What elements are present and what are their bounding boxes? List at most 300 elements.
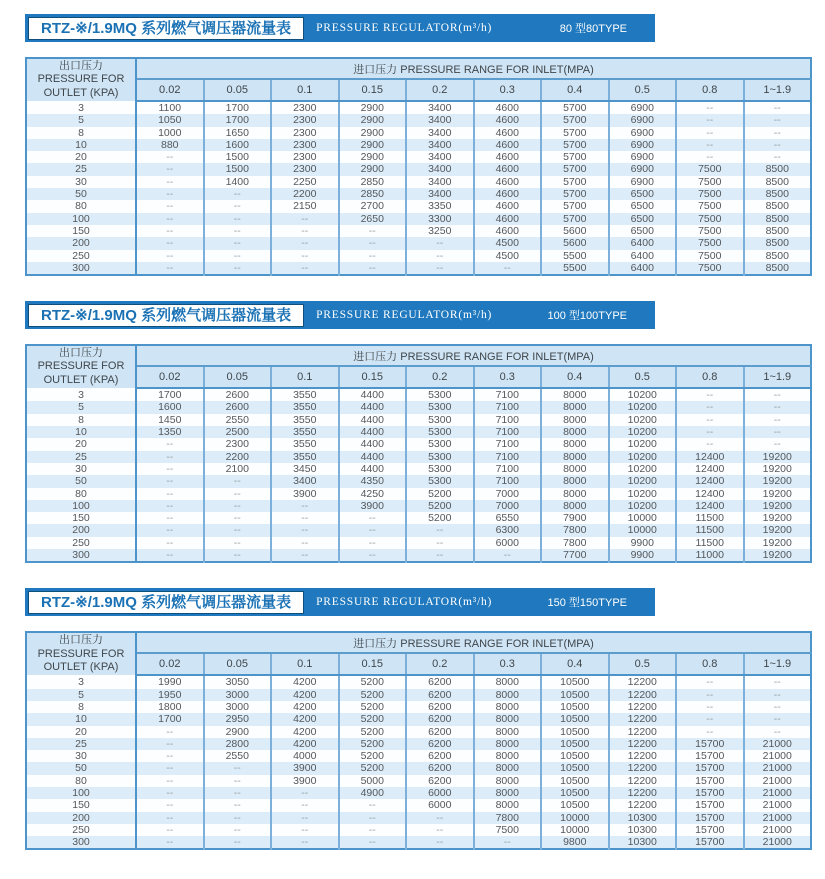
flow-value-cell: 5700: [541, 139, 609, 151]
pressure-regulator-label: PRESSURE REGULATOR(m³/h): [316, 22, 493, 34]
outlet-pressure-cell: 300: [26, 836, 136, 849]
flow-value-cell: --: [676, 426, 744, 438]
outlet-pressure-cell: 300: [26, 262, 136, 275]
flow-value-cell: 6900: [609, 127, 677, 139]
outlet-pressure-cell: 150: [26, 225, 136, 237]
flow-value-cell: --: [676, 713, 744, 725]
flow-value-cell: 12200: [609, 726, 677, 738]
flow-value-cell: 12200: [609, 713, 677, 725]
flow-value-cell: 4200: [271, 675, 339, 688]
flow-value-cell: --: [339, 824, 407, 836]
outlet-pressure-cell: 10: [26, 713, 136, 725]
flow-value-cell: --: [744, 701, 812, 713]
table-row: [26, 114, 811, 126]
table-row: [26, 713, 811, 725]
inlet-pressure-column-header: 0.2: [406, 79, 474, 101]
flow-value-cell: --: [136, 750, 204, 762]
outlet-header-line-en1: PRESSURE FOR: [37, 73, 125, 86]
flow-value-cell: 1000: [136, 127, 204, 139]
inlet-pressure-range-header: 进口压力 PRESSURE RANGE FOR INLET(MPA): [136, 58, 811, 79]
flow-value-cell: 10500: [541, 738, 609, 750]
flow-value-cell: 4250: [339, 488, 407, 500]
flow-value-cell: 12400: [676, 463, 744, 475]
flow-value-cell: 12200: [609, 675, 677, 688]
flow-value-cell: --: [339, 799, 407, 811]
flow-value-cell: 19200: [744, 549, 812, 562]
outlet-pressure-cell: 150: [26, 799, 136, 811]
flow-value-cell: 3550: [271, 451, 339, 463]
flow-value-cell: 3400: [406, 188, 474, 200]
table-row: [26, 262, 811, 275]
outlet-pressure-cell: 20: [26, 151, 136, 163]
table-row: [26, 225, 811, 237]
flow-value-cell: 15700: [676, 824, 744, 836]
flow-value-cell: 21000: [744, 812, 812, 824]
flow-value-cell: --: [271, 824, 339, 836]
flow-value-cell: 10500: [541, 726, 609, 738]
flow-value-cell: 8000: [474, 675, 542, 688]
flow-value-cell: 3550: [271, 414, 339, 426]
flow-value-cell: --: [136, 549, 204, 562]
table-row: [26, 836, 811, 849]
flow-value-cell: 2800: [204, 738, 272, 750]
flow-value-cell: --: [271, 537, 339, 549]
inlet-pressure-column-header: 0.15: [339, 653, 407, 675]
header-row-top: [26, 632, 811, 653]
flow-value-cell: --: [136, 200, 204, 212]
flow-value-cell: 12200: [609, 750, 677, 762]
series-title: RTZ-※/1.9MQ 系列燃气调压器流量表: [28, 304, 304, 327]
flow-value-cell: 10000: [541, 812, 609, 824]
flow-value-cell: 10200: [609, 438, 677, 450]
flow-value-cell: 10200: [609, 388, 677, 401]
outlet-pressure-cell: 50: [26, 188, 136, 200]
flow-value-cell: 2300: [271, 139, 339, 151]
flow-value-cell: 21000: [744, 799, 812, 811]
flow-value-cell: 11000: [676, 549, 744, 562]
flow-value-cell: 5500: [541, 250, 609, 262]
flow-value-cell: 7100: [474, 475, 542, 487]
inlet-pressure-column-header: 0.1: [271, 653, 339, 675]
inlet-pressure-column-header: 0.8: [676, 366, 744, 388]
flow-value-cell: 5700: [541, 151, 609, 163]
flow-value-cell: --: [744, 689, 812, 701]
flow-value-cell: --: [339, 549, 407, 562]
flow-value-cell: 10500: [541, 713, 609, 725]
flow-value-cell: --: [271, 512, 339, 524]
flow-value-cell: --: [136, 512, 204, 524]
flow-value-cell: 8000: [541, 488, 609, 500]
type-label: 150 型150TYPE: [547, 597, 627, 610]
flow-value-cell: 6200: [406, 738, 474, 750]
flow-value-cell: 8000: [541, 426, 609, 438]
flow-value-cell: 880: [136, 139, 204, 151]
flow-value-cell: 6900: [609, 176, 677, 188]
table-row: [26, 775, 811, 787]
flow-value-cell: --: [136, 463, 204, 475]
flow-value-cell: --: [136, 537, 204, 549]
flow-value-cell: --: [136, 738, 204, 750]
flow-value-cell: 4200: [271, 713, 339, 725]
outlet-pressure-cell: 150: [26, 512, 136, 524]
inlet-pressure-column-header: 1~1.9: [744, 79, 812, 101]
outlet-pressure-cell: 5: [26, 401, 136, 413]
flow-value-cell: --: [676, 701, 744, 713]
table-row: [26, 726, 811, 738]
flow-value-cell: 7800: [541, 537, 609, 549]
flow-value-cell: 1650: [204, 127, 272, 139]
flow-value-cell: 3550: [271, 388, 339, 401]
flow-value-cell: 3400: [406, 114, 474, 126]
outlet-pressure-cell: 10: [26, 139, 136, 151]
flow-value-cell: 8000: [541, 388, 609, 401]
table-row: [26, 463, 811, 475]
flow-value-cell: 8000: [474, 713, 542, 725]
table-row: [26, 426, 811, 438]
inlet-pressure-column-header: 0.3: [474, 79, 542, 101]
outlet-header-line-cn: 出口压力: [59, 59, 103, 72]
flow-value-cell: 19200: [744, 524, 812, 536]
flow-value-cell: 6900: [609, 151, 677, 163]
flow-value-cell: 3900: [339, 500, 407, 512]
flow-value-cell: 2500: [204, 426, 272, 438]
outlet-pressure-cell: 25: [26, 451, 136, 463]
flow-value-cell: 21000: [744, 738, 812, 750]
flow-value-cell: 6000: [406, 799, 474, 811]
flow-value-cell: 6200: [406, 750, 474, 762]
flow-value-cell: 7900: [541, 512, 609, 524]
flow-value-cell: --: [136, 188, 204, 200]
flow-value-cell: 10300: [609, 812, 677, 824]
flow-value-cell: 2900: [204, 726, 272, 738]
flow-value-cell: 6200: [406, 775, 474, 787]
flow-value-cell: 1400: [204, 176, 272, 188]
flow-value-cell: 4200: [271, 726, 339, 738]
outlet-pressure-cell: 250: [26, 537, 136, 549]
flow-value-cell: --: [744, 127, 812, 139]
outlet-pressure-cell: 50: [26, 475, 136, 487]
flow-value-cell: 3400: [406, 101, 474, 114]
flow-value-cell: --: [339, 524, 407, 536]
flow-value-cell: 2900: [339, 139, 407, 151]
flow-value-cell: 15700: [676, 738, 744, 750]
flow-value-cell: 2250: [271, 176, 339, 188]
flow-value-cell: 3900: [271, 762, 339, 774]
flow-value-cell: 6400: [609, 262, 677, 275]
flow-value-cell: --: [136, 762, 204, 774]
outlet-pressure-cell: 100: [26, 500, 136, 512]
flow-value-cell: --: [339, 237, 407, 249]
flow-value-cell: 15700: [676, 775, 744, 787]
flow-value-cell: --: [136, 475, 204, 487]
inlet-pressure-column-header: 0.2: [406, 366, 474, 388]
flow-value-cell: --: [744, 388, 812, 401]
flow-value-cell: 9800: [541, 836, 609, 849]
flow-value-cell: --: [271, 549, 339, 562]
flow-value-cell: 5300: [406, 451, 474, 463]
flow-value-cell: 4400: [339, 414, 407, 426]
flow-value-cell: 12200: [609, 787, 677, 799]
table-row: [26, 139, 811, 151]
inlet-pressure-column-header: 0.1: [271, 366, 339, 388]
table-row: [26, 163, 811, 175]
flow-value-cell: 6200: [406, 675, 474, 688]
flow-value-cell: 5300: [406, 475, 474, 487]
flow-value-cell: 4350: [339, 475, 407, 487]
outlet-header-line-en2: OUTLET (KPA): [43, 373, 119, 386]
flow-value-cell: --: [744, 101, 812, 114]
table-row: [26, 512, 811, 524]
flow-value-cell: --: [676, 689, 744, 701]
outlet-header-line-en2: OUTLET (KPA): [43, 86, 119, 99]
flow-value-cell: 4500: [474, 237, 542, 249]
flow-value-cell: 4200: [271, 701, 339, 713]
inlet-pressure-column-header: 0.1: [271, 79, 339, 101]
flow-value-cell: 7500: [676, 250, 744, 262]
flow-value-cell: 6500: [609, 213, 677, 225]
flow-value-cell: 4400: [339, 401, 407, 413]
flow-value-cell: --: [339, 262, 407, 275]
flow-value-cell: 3000: [204, 701, 272, 713]
flow-value-cell: 2100: [204, 463, 272, 475]
flow-value-cell: 6400: [609, 250, 677, 262]
flow-value-cell: 4600: [474, 163, 542, 175]
flow-value-cell: 7500: [676, 188, 744, 200]
flow-value-cell: 4600: [474, 213, 542, 225]
flow-value-cell: 5300: [406, 401, 474, 413]
flow-value-cell: 1700: [204, 114, 272, 126]
inlet-pressure-column-header: 0.15: [339, 366, 407, 388]
outlet-pressure-cell: 3: [26, 101, 136, 114]
series-title: RTZ-※/1.9MQ 系列燃气调压器流量表: [28, 591, 304, 614]
flow-value-cell: 1600: [204, 139, 272, 151]
flow-value-cell: --: [676, 101, 744, 114]
flow-value-cell: --: [744, 675, 812, 688]
regulator-flow-section: [25, 588, 812, 850]
outlet-pressure-cell: 30: [26, 463, 136, 475]
outlet-pressure-cell: 300: [26, 549, 136, 562]
type-label: 100 型100TYPE: [547, 310, 627, 323]
flow-value-cell: --: [271, 836, 339, 849]
inlet-pressure-column-header: 0.4: [541, 366, 609, 388]
flow-value-cell: 4400: [339, 388, 407, 401]
flow-value-cell: --: [676, 388, 744, 401]
flow-value-cell: 8500: [744, 176, 812, 188]
flow-value-cell: 3400: [406, 127, 474, 139]
table-row: [26, 451, 811, 463]
section-header-bar: [25, 14, 655, 42]
outlet-pressure-cell: 20: [26, 438, 136, 450]
type-label: 80 型80TYPE: [559, 23, 627, 35]
flow-value-cell: 8000: [541, 463, 609, 475]
flow-value-cell: --: [339, 537, 407, 549]
flow-value-cell: 8500: [744, 250, 812, 262]
flow-value-cell: 15700: [676, 799, 744, 811]
flow-value-cell: 21000: [744, 775, 812, 787]
outlet-header-line-cn: 出口压力: [59, 346, 103, 359]
flow-value-cell: --: [676, 675, 744, 688]
outlet-pressure-cell: 80: [26, 200, 136, 212]
flow-value-cell: 4600: [474, 127, 542, 139]
flow-value-cell: 19200: [744, 463, 812, 475]
flow-value-cell: 5700: [541, 213, 609, 225]
inlet-pressure-column-header: 0.5: [609, 366, 677, 388]
table-row: [26, 438, 811, 450]
flow-value-cell: 5000: [339, 775, 407, 787]
flow-value-cell: 6900: [609, 114, 677, 126]
inlet-pressure-column-header: 0.05: [204, 653, 272, 675]
flow-value-cell: 2900: [339, 163, 407, 175]
flow-value-cell: 6200: [406, 726, 474, 738]
flow-value-cell: 6000: [406, 787, 474, 799]
flow-value-cell: 8000: [474, 762, 542, 774]
flow-value-cell: --: [136, 836, 204, 849]
flow-value-cell: 1800: [136, 701, 204, 713]
flow-value-cell: 2650: [339, 213, 407, 225]
flow-value-cell: 21000: [744, 787, 812, 799]
flow-value-cell: 7000: [474, 500, 542, 512]
flow-value-cell: 2900: [339, 114, 407, 126]
flow-value-cell: 2600: [204, 388, 272, 401]
flow-value-cell: --: [136, 812, 204, 824]
flow-value-cell: 8000: [541, 414, 609, 426]
flow-value-cell: 6000: [474, 537, 542, 549]
flow-value-cell: 11500: [676, 537, 744, 549]
outlet-pressure-cell: 8: [26, 701, 136, 713]
flow-value-cell: 4400: [339, 463, 407, 475]
flow-value-cell: --: [474, 549, 542, 562]
outlet-pressure-cell: 250: [26, 250, 136, 262]
flow-value-cell: 8500: [744, 262, 812, 275]
flow-value-cell: 3250: [406, 225, 474, 237]
flow-value-cell: 7700: [541, 549, 609, 562]
flow-value-cell: 4200: [271, 738, 339, 750]
flow-value-cell: 12400: [676, 488, 744, 500]
flow-value-cell: 10500: [541, 787, 609, 799]
flow-value-cell: 6200: [406, 689, 474, 701]
flow-value-cell: --: [744, 151, 812, 163]
inlet-pressure-column-header: 0.8: [676, 79, 744, 101]
flow-value-cell: --: [406, 524, 474, 536]
inlet-pressure-column-header: 0.02: [136, 366, 204, 388]
flow-value-cell: 1350: [136, 426, 204, 438]
flow-value-cell: 1450: [136, 414, 204, 426]
table-row: [26, 701, 811, 713]
table-row: [26, 488, 811, 500]
flow-value-cell: 5200: [406, 488, 474, 500]
flow-value-cell: 4600: [474, 139, 542, 151]
flow-value-cell: --: [744, 401, 812, 413]
flow-value-cell: 1100: [136, 101, 204, 114]
table-row: [26, 127, 811, 139]
flow-value-cell: 8500: [744, 225, 812, 237]
flow-value-cell: 4200: [271, 689, 339, 701]
flow-value-cell: 6300: [474, 524, 542, 536]
flow-value-cell: 12200: [609, 701, 677, 713]
flow-value-cell: 8000: [474, 701, 542, 713]
flow-value-cell: --: [204, 250, 272, 262]
flow-value-cell: 19200: [744, 451, 812, 463]
flow-value-cell: --: [676, 151, 744, 163]
table-row: [26, 250, 811, 262]
flow-value-cell: 10000: [609, 512, 677, 524]
flow-value-cell: 2900: [339, 127, 407, 139]
flow-value-cell: 1700: [204, 101, 272, 114]
flow-value-cell: 4600: [474, 151, 542, 163]
header-row-inlet-values: [26, 366, 811, 388]
flow-value-cell: 10200: [609, 426, 677, 438]
flow-value-cell: --: [204, 549, 272, 562]
flow-value-cell: 4400: [339, 426, 407, 438]
flow-value-cell: 21000: [744, 836, 812, 849]
flow-value-cell: 8500: [744, 163, 812, 175]
flow-value-cell: 3550: [271, 401, 339, 413]
flow-value-cell: 7100: [474, 426, 542, 438]
table-row: [26, 549, 811, 562]
flow-value-cell: 10500: [541, 675, 609, 688]
flow-value-cell: --: [136, 488, 204, 500]
flow-value-cell: 10000: [541, 824, 609, 836]
outlet-pressure-cell: 250: [26, 824, 136, 836]
flow-value-cell: 3400: [406, 151, 474, 163]
flow-value-cell: 12200: [609, 689, 677, 701]
inlet-pressure-column-header: 0.5: [609, 653, 677, 675]
inlet-pressure-column-header: 1~1.9: [744, 653, 812, 675]
inlet-pressure-column-header: 0.15: [339, 79, 407, 101]
flow-value-cell: 8000: [474, 738, 542, 750]
flow-value-cell: --: [204, 237, 272, 249]
section-header-bar: [25, 588, 655, 616]
inlet-pressure-range-header: 进口压力 PRESSURE RANGE FOR INLET(MPA): [136, 632, 811, 653]
flow-value-cell: 4600: [474, 101, 542, 114]
flow-value-cell: 15700: [676, 836, 744, 849]
flow-value-cell: 6400: [609, 237, 677, 249]
flow-value-cell: 7500: [676, 237, 744, 249]
flow-value-cell: 8000: [541, 438, 609, 450]
flow-value-cell: 7100: [474, 388, 542, 401]
flow-value-cell: 3900: [271, 488, 339, 500]
flow-value-cell: 8000: [541, 451, 609, 463]
flow-value-cell: 4600: [474, 188, 542, 200]
flow-value-cell: 12200: [609, 762, 677, 774]
flow-value-cell: --: [204, 762, 272, 774]
flow-table: [25, 344, 812, 563]
flow-value-cell: 21000: [744, 824, 812, 836]
table-row: [26, 524, 811, 536]
inlet-pressure-column-header: 0.02: [136, 79, 204, 101]
flow-value-cell: 6550: [474, 512, 542, 524]
flow-value-cell: 1990: [136, 675, 204, 688]
flow-value-cell: --: [204, 787, 272, 799]
flow-value-cell: --: [406, 812, 474, 824]
flow-value-cell: 6500: [609, 200, 677, 212]
regulator-flow-section: [25, 14, 812, 276]
outlet-pressure-cell: 5: [26, 689, 136, 701]
flow-value-cell: 7100: [474, 401, 542, 413]
outlet-pressure-cell: 10: [26, 426, 136, 438]
flow-value-cell: --: [744, 438, 812, 450]
pressure-regulator-label: PRESSURE REGULATOR(m³/h): [316, 309, 493, 322]
inlet-pressure-column-header: 0.05: [204, 79, 272, 101]
outlet-pressure-cell: 5: [26, 114, 136, 126]
flow-value-cell: 6200: [406, 701, 474, 713]
flow-value-cell: --: [744, 713, 812, 725]
table-row: [26, 689, 811, 701]
outlet-pressure-header: [26, 58, 136, 101]
outlet-pressure-header: [26, 345, 136, 388]
flow-value-cell: 5300: [406, 463, 474, 475]
flow-value-cell: 8500: [744, 213, 812, 225]
